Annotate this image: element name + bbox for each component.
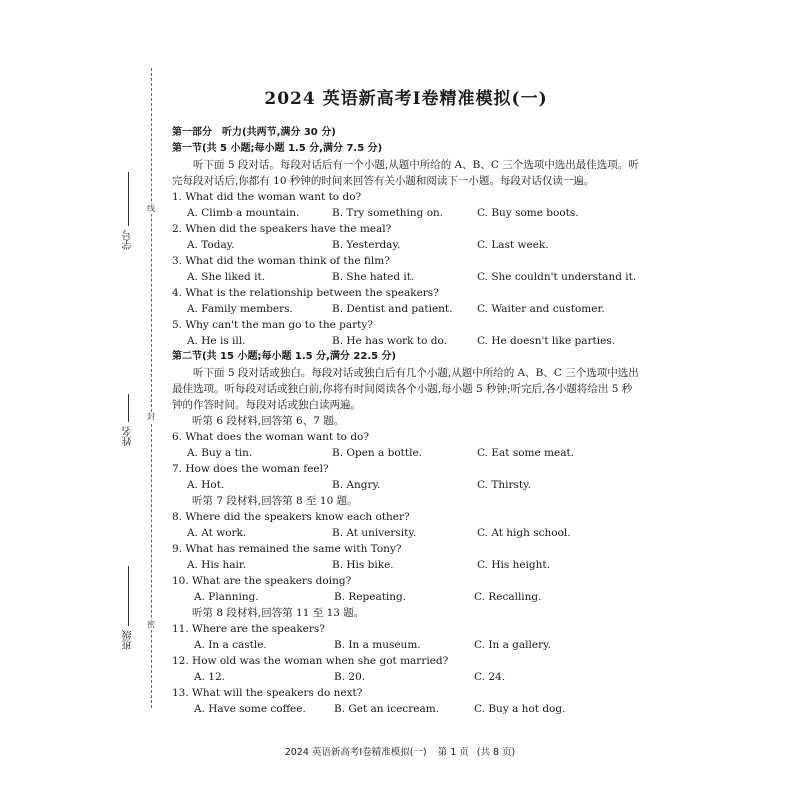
seal-char-feng: 封 [147, 412, 155, 421]
option-b[interactable]: B. She hated it. [332, 271, 415, 283]
student-id-field[interactable] [118, 168, 138, 250]
question-stem: 2. When did the speakers have the meal? [172, 223, 392, 235]
option-a[interactable]: A. Family members. [187, 303, 293, 315]
question-6 [172, 429, 640, 461]
section1-heading: 第一节(共 5 小题;每小题 1.5 分,满分 7.5 分) [172, 143, 383, 154]
option-c[interactable]: C. She couldn't understand it. [477, 271, 637, 283]
option-a[interactable]: A. Hot. [187, 479, 225, 491]
section2-heading: 第二节(共 15 小题;每小题 1.5 分,满分 22.5 分) [172, 351, 397, 362]
seal-char-mi: 密 [147, 620, 155, 629]
question-10 [172, 573, 640, 605]
question-stem: 10. What are the speakers doing? [172, 575, 352, 587]
option-a[interactable]: A. Buy a tin. [187, 447, 253, 459]
option-b[interactable]: B. Open a bottle. [332, 447, 423, 459]
question-5 [172, 317, 640, 349]
option-a[interactable]: A. Climb a mountain. [187, 207, 300, 219]
question-stem: 4. What is the relationship between the speakers? [172, 287, 439, 299]
option-b[interactable]: B. At university. [332, 527, 417, 539]
material-7-instruction: 听第 7 段材料,回答第 8 至 10 题。 [192, 495, 358, 507]
question-stem: 6. What does the woman want to do? [172, 431, 369, 443]
name-field[interactable] [118, 390, 138, 446]
option-c[interactable]: C. 24. [474, 671, 506, 683]
option-a[interactable]: A. She liked it. [187, 271, 266, 283]
name-label: 姓名 [122, 426, 134, 446]
question-stem: 12. How old was the woman when she got married? [172, 655, 449, 667]
option-b[interactable]: B. 20. [334, 671, 366, 683]
question-2 [172, 221, 640, 253]
class-field[interactable] [118, 562, 138, 650]
seal-char-xian: 线 [147, 204, 155, 213]
option-a[interactable]: A. Have some coffee. [194, 703, 306, 715]
name-blank[interactable] [128, 394, 129, 422]
question-9 [172, 541, 640, 573]
option-c[interactable]: C. He doesn't like parties. [477, 335, 616, 347]
footer-page-number: 第 1 页 [437, 747, 469, 758]
option-a[interactable]: A. He is ill. [187, 335, 246, 347]
question-4 [172, 285, 640, 317]
option-a[interactable]: A. At work. [187, 527, 247, 539]
question-11 [172, 621, 640, 653]
question-stem: 9. What has remained the same with Tony? [172, 543, 402, 555]
option-c[interactable]: C. Buy some boots. [477, 207, 579, 219]
question-8 [172, 509, 640, 541]
option-c[interactable]: C. At high school. [477, 527, 571, 539]
option-a[interactable]: A. 12. [194, 671, 225, 683]
question-stem: 1. What did the woman want to do? [172, 191, 362, 203]
section1-instructions: 听下面 5 段对话。每段对话后有一个小题,从题中所给的 A、B、C 三个选项中选出最佳选项。听完每段对话后,你都有 10 秒钟的时间来回答有关小题和阅读下一小题。每段对话仅读一遍。 [172, 159, 639, 187]
question-3 [172, 253, 640, 285]
question-stem: 3. What did the woman think of the film? [172, 255, 390, 267]
option-b[interactable]: B. Try something on. [332, 207, 444, 219]
question-stem: 11. Where are the speakers? [172, 623, 325, 635]
option-c[interactable]: C. Recalling. [474, 591, 542, 603]
option-a[interactable]: A. In a castle. [194, 639, 267, 651]
option-a[interactable]: A. Today. [187, 239, 235, 251]
option-b[interactable]: B. His bike. [332, 559, 394, 571]
option-a[interactable]: A. His hair. [187, 559, 247, 571]
option-b[interactable]: B. He has work to do. [332, 335, 447, 347]
student-id-label: 学号 [122, 230, 134, 250]
option-b[interactable]: B. In a museum. [334, 639, 421, 651]
option-c[interactable]: C. Thirsty. [477, 479, 531, 491]
option-c[interactable]: C. Last week. [477, 239, 549, 251]
option-c[interactable]: C. Buy a hot dog. [474, 703, 566, 715]
option-c[interactable]: C. In a gallery. [474, 639, 551, 651]
question-stem: 13. What will the speakers do next? [172, 687, 363, 699]
binding-line [151, 68, 152, 708]
option-b[interactable]: B. Get an icecream. [334, 703, 440, 715]
page-title: 2024 英语新高考Ⅰ卷精准模拟(一) [264, 89, 548, 109]
option-c[interactable]: C. Eat some meat. [477, 447, 575, 459]
question-7 [172, 461, 640, 493]
material-6-instruction: 听第 6 段材料,回答第 6、7 题。 [192, 415, 345, 427]
question-stem: 5. Why can't the man go to the party? [172, 319, 373, 331]
option-c[interactable]: C. His height. [477, 559, 550, 571]
option-b[interactable]: B. Repeating. [334, 591, 407, 603]
class-blank[interactable] [128, 566, 129, 626]
question-stem: 8. Where did the speakers know each other? [172, 511, 410, 523]
option-c[interactable]: C. Waiter and customer. [477, 303, 605, 315]
question-12 [172, 653, 640, 685]
question-1 [172, 189, 640, 221]
student-id-blank[interactable] [128, 172, 129, 226]
option-b[interactable]: B. Yesterday. [332, 239, 401, 251]
section2-instructions: 听下面 5 段对话或独白。每段对话或独白后有几个小题,从题中所给的 A、B、C 三个选项中选出最佳选项。听每段对话或独白前,你将有时间阅读各个小题,每小题 5 秒钟;听完后,各小题将给出 5 秒钟的作答时间。每段对话或独白读两遍。 [172, 367, 639, 411]
exam-page [172, 84, 640, 717]
question-stem: 7. How does the woman feel? [172, 463, 329, 475]
option-a[interactable]: A. Planning. [194, 591, 259, 603]
footer-title: 2024 英语新高考Ⅰ卷精准模拟(一) [284, 747, 427, 758]
option-b[interactable]: B. Dentist and patient. [332, 303, 453, 315]
footer-total-pages: (共 8 页) [476, 747, 516, 758]
material-8-instruction: 听第 8 段材料,回答第 11 至 13 题。 [192, 607, 365, 619]
option-b[interactable]: B. Angry. [332, 479, 381, 491]
class-label: 班级 [122, 630, 134, 650]
part1-heading: 第一部分 听力(共两节,满分 30 分) [172, 127, 336, 138]
page-footer [0, 744, 800, 758]
question-13 [172, 685, 640, 717]
